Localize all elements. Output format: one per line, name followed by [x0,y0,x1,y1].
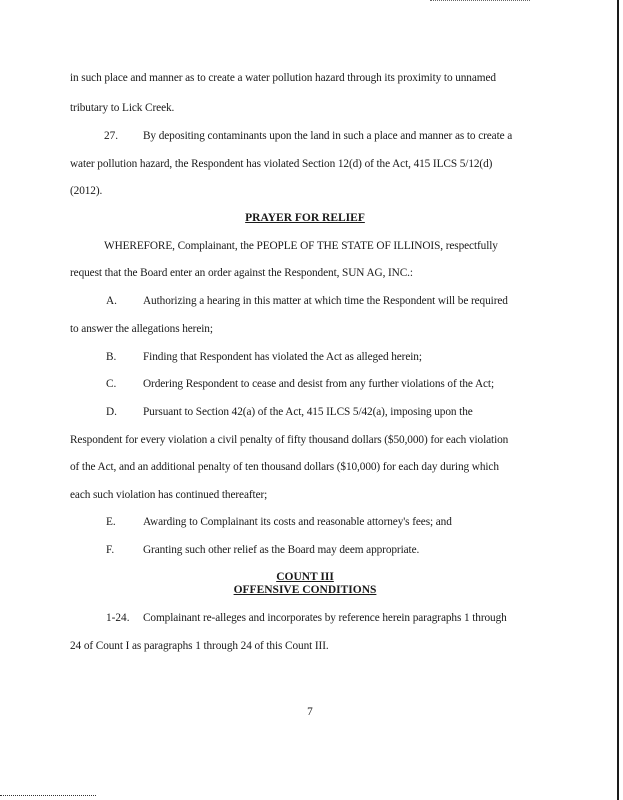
relief-d-line-1: Pursuant to Section 42(a) of the Act, 415 ILCS 5/42(a), imposing upon the [143,406,473,418]
relief-d-label: D. [106,406,117,418]
prayer-for-relief-heading: PRAYER FOR RELIEF [245,212,365,224]
relief-a-label: A. [106,295,117,307]
scan-artifact-top [430,0,530,2]
relief-d-line-3: of the Act, and an additional penalty of ten thousand dollars ($10,000) for each day during which [70,461,499,473]
paragraph-27-line-1: By depositing contaminants upon the land in such a place and manner as to create a [143,130,513,142]
wherefore-line-1: WHEREFORE, Complainant, the PEOPLE OF THE STATE OF ILLINOIS, respectfully [104,240,498,252]
paragraph-26-line-2: tributary to Lick Creek. [70,102,175,114]
relief-c-line-1: Ordering Respondent to cease and desist from any further violations of the Act; [143,378,494,390]
relief-b-line-1: Finding that Respondent has violated the Act as alleged herein; [143,351,422,363]
relief-e-line-1: Awarding to Complainant its costs and reasonable attorney's fees; and [143,516,452,528]
paragraph-27-line-3: (2012). [70,185,103,197]
paragraph-1-24-line-2: 24 of Count I as paragraphs 1 through 24 of this Count III. [70,640,329,652]
count-heading-line-1: COUNT III [276,571,334,583]
relief-e-label: E. [106,516,116,528]
relief-d-line-4: each such violation has continued thereafter; [70,489,268,501]
relief-a-line-1: Authorizing a hearing in this matter at which time the Respondent will be required [143,295,508,307]
relief-d-line-2: Respondent for every violation a civil penalty of fifty thousand dollars ($50,000) for each violation [70,434,509,446]
scan-artifact-bottom [0,795,96,797]
paragraph-27-number: 27. [104,130,119,142]
relief-f-line-1: Granting such other relief as the Board may deem appropriate. [143,544,420,556]
relief-b-label: B. [106,351,117,363]
page-number: 7 [307,706,313,718]
paragraph-27-line-2: water pollution hazard, the Respondent has violated Section 12(d) of the Act, 415 ILCS 5/12(d) [70,158,493,170]
paragraph-26-line-1: in such place and manner as to create a water pollution hazard through its proximity to unnamed [70,72,496,84]
relief-c-label: C. [106,378,117,390]
relief-a-line-2: to answer the allegations herein; [70,323,213,335]
relief-f-label: F. [106,544,115,556]
count-heading-line-2: OFFENSIVE CONDITIONS [233,584,377,596]
wherefore-line-2: request that the Board enter an order against the Respondent, SUN AG, INC.: [70,267,413,279]
paragraph-1-24-number: 1-24. [106,612,130,624]
paragraph-1-24-line-1: Complainant re-alleges and incorporates by reference herein paragraphs 1 through [143,612,507,624]
